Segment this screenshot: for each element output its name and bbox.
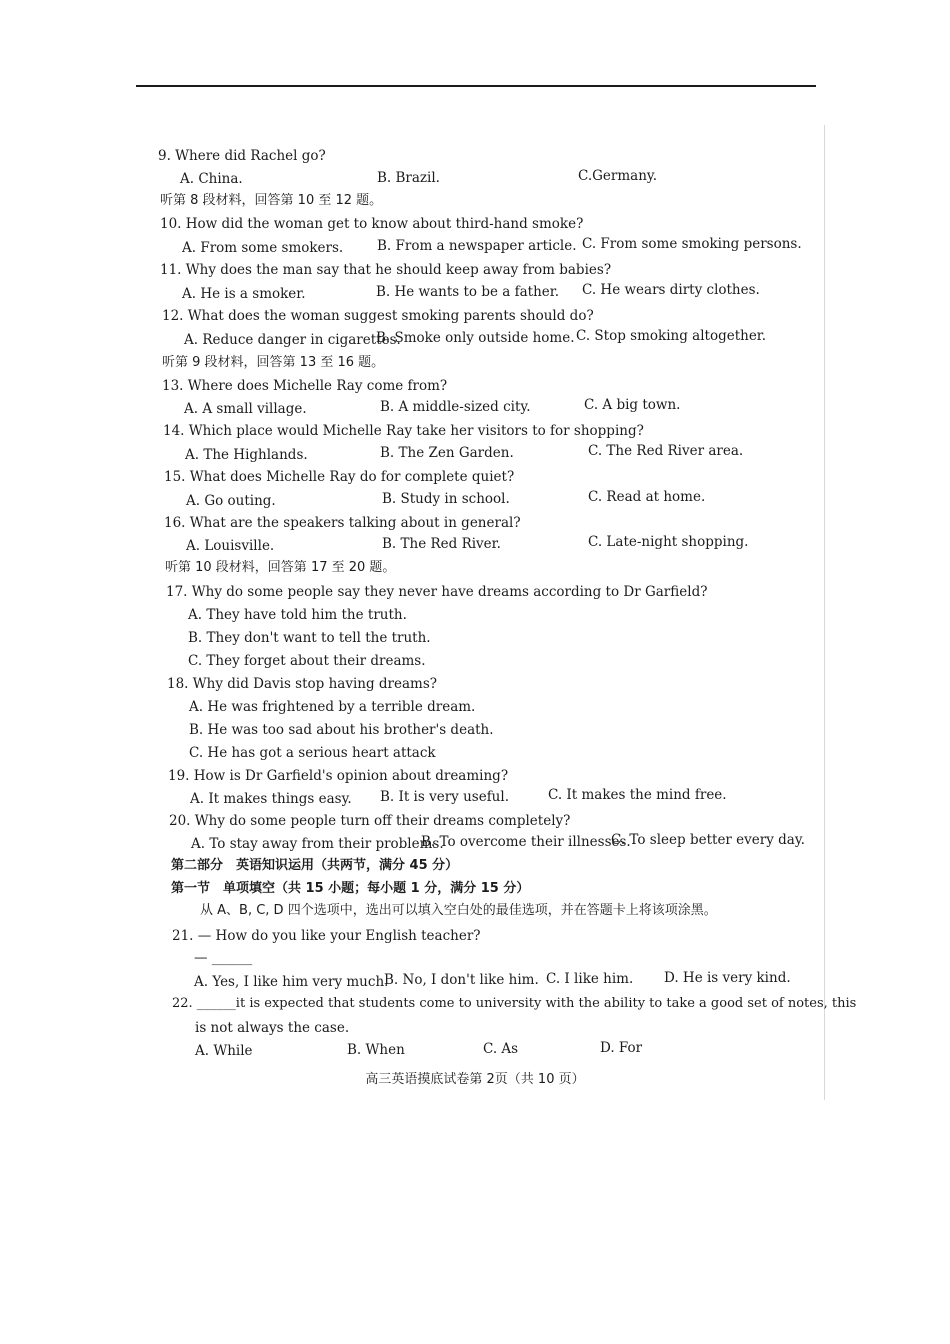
question-12: 12. What does the woman suggest smoking parents should do?	[162, 308, 594, 324]
option-c: C. He wears dirty clothes.	[582, 282, 760, 298]
option-a: A. Go outing.	[186, 493, 276, 509]
option-a: A. He is a smoker.	[182, 286, 306, 302]
option-a: A. They have told him the truth.	[188, 607, 407, 623]
option-a: A. It makes things easy.	[190, 791, 352, 807]
option-b: B. The Zen Garden.	[380, 445, 514, 461]
option-b: B. They don't want to tell the truth.	[188, 630, 431, 646]
option-c: C. He has got a serious heart attack	[189, 745, 436, 761]
option-a: A. From some smokers.	[182, 240, 344, 256]
option-b: B. He was too sad about his brother's death.	[189, 722, 494, 738]
option-b: B. A middle-sized city.	[380, 399, 531, 415]
option-b: B. Study in school.	[382, 491, 510, 507]
option-b: B. No, I don't like him.	[384, 972, 539, 988]
option-b: B. To overcome their illnesses.	[421, 834, 631, 850]
question-11: 11. Why does the man say that he should keep away from babies?	[160, 262, 612, 278]
section-heading: 听第 10 段材料，回答第 17 至 20 题。	[165, 560, 396, 575]
option-b: B. Brazil.	[377, 170, 440, 186]
margin-rule	[824, 125, 825, 1100]
option-b: B. From a newspaper article.	[377, 238, 577, 254]
question-13: 13. Where does Michelle Ray come from?	[162, 378, 448, 394]
option-b: B. He wants to be a father.	[376, 284, 560, 300]
option-a: A. To stay away from their problems.	[191, 836, 444, 852]
option-c: C. To sleep better every day.	[611, 832, 805, 848]
page-footer: 高三英语摸底试卷第 2页（共 10 页）	[365, 1072, 585, 1087]
question-22: 22. ______it is expected that students come to university with the ability to take a good set of notes, this	[172, 996, 857, 1011]
option-c: C. From some smoking persons.	[582, 236, 802, 252]
question-18: 18. Why did Davis stop having dreams?	[167, 676, 438, 692]
option-a: A. While	[195, 1043, 253, 1059]
option-c: C. Read at home.	[588, 489, 706, 505]
option-a: A. He was frightened by a terrible dream.	[189, 699, 476, 715]
question-15: 15. What does Michelle Ray do for complete quiet?	[164, 469, 515, 485]
option-c: C. They forget about their dreams.	[188, 653, 426, 669]
instruction: 从 A、B, C, D 四个选项中，选出可以填入空白处的最佳选项，并在答题卡上将该项涂黑。	[200, 903, 717, 918]
top-rule	[136, 85, 816, 87]
option-c: C.Germany.	[578, 168, 658, 184]
option-c: C. Late-night shopping.	[588, 534, 749, 550]
question-19: 19. How is Dr Garfield's opinion about dreaming?	[168, 768, 509, 784]
question-22-continued: is not always the case.	[195, 1020, 350, 1036]
option-d: D. For	[600, 1040, 643, 1056]
option-b: B. Smoke only outside home.	[376, 330, 575, 346]
option-b: B. It is very useful.	[380, 789, 509, 805]
question-17: 17. Why do some people say they never have dreams according to Dr Garfield?	[166, 584, 708, 600]
option-c: C. The Red River area.	[588, 443, 744, 459]
option-a: A. A small village.	[184, 401, 307, 417]
option-a: A. The Highlands.	[185, 447, 308, 463]
option-a: A. Reduce danger in cigarettes.	[184, 332, 401, 348]
question-9: 9. Where did Rachel go?	[158, 148, 326, 164]
option-c: C. Stop smoking altogether.	[576, 328, 767, 344]
question-20: 20. Why do some people turn off their dreams completely?	[169, 813, 571, 829]
question-16: 16. What are the speakers talking about in general?	[164, 515, 521, 531]
option-a: A. China.	[180, 171, 243, 187]
question-21: 21. — How do you like your English teacher?	[172, 928, 481, 944]
section-heading: 听第 9 段材料，回答第 13 至 16 题。	[162, 355, 385, 370]
section-heading: 第一节 单项填空（共 15 小题；每小题 1 分，满分 15 分）	[171, 881, 530, 896]
option-c: C. As	[483, 1041, 519, 1057]
question-14: 14. Which place would Michelle Ray take her visitors to for shopping?	[163, 423, 644, 439]
option-b: B. The Red River.	[382, 536, 501, 552]
answer-blank: — ______	[194, 950, 253, 966]
option-b: B. When	[347, 1042, 405, 1058]
section-heading: 听第 8 段材料，回答第 10 至 12 题。	[160, 193, 383, 208]
part-heading: 第二部分 英语知识运用（共两节，满分 45 分）	[171, 858, 459, 873]
option-a: A. Louisville.	[186, 538, 275, 554]
option-d: D. He is very kind.	[664, 970, 791, 986]
question-10: 10. How did the woman get to know about third-hand smoke?	[160, 216, 584, 232]
option-a: A. Yes, I like him very much.	[194, 974, 389, 990]
option-c: C. It makes the mind free.	[548, 787, 727, 803]
option-c: C. I like him.	[546, 971, 634, 987]
option-c: C. A big town.	[584, 397, 681, 413]
